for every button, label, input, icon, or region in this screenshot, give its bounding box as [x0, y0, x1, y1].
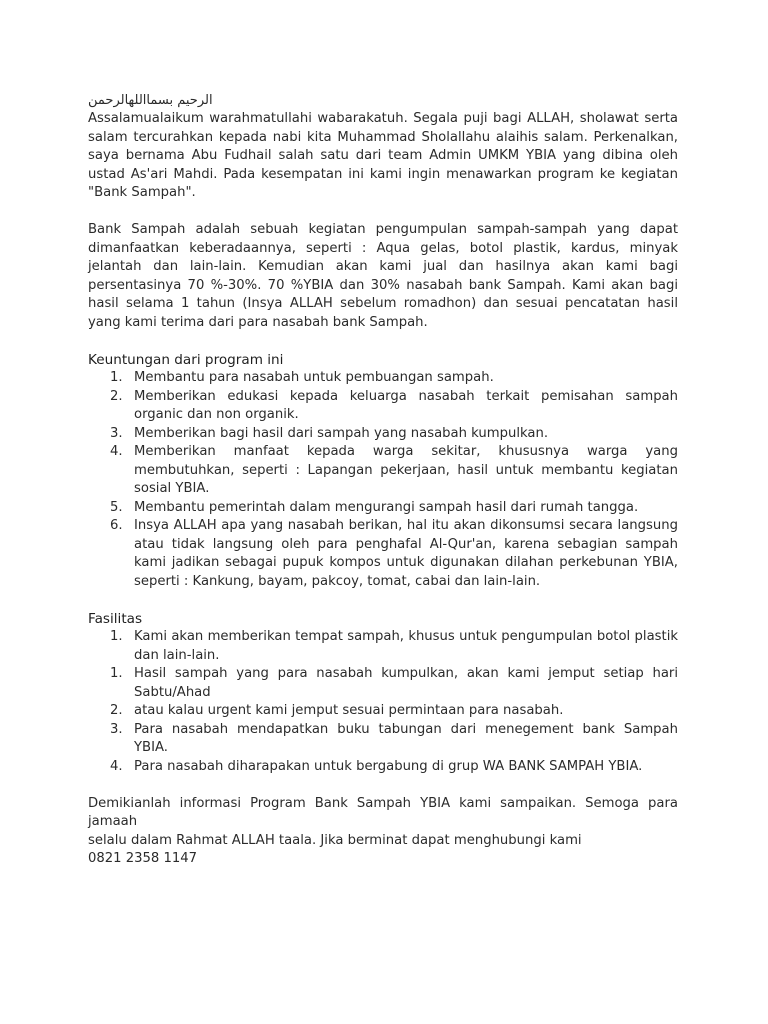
list-number: 1.	[110, 629, 123, 644]
list-item	[88, 721, 678, 758]
spacer	[88, 776, 678, 795]
list-item-text: Memberikan bagi hasil dari sampah yang nasabah kumpulkan.	[134, 425, 549, 441]
list-item	[88, 425, 678, 444]
list-item	[88, 702, 678, 721]
list-number: 1.	[110, 666, 123, 681]
list-item-text: Membantu para nasabah untuk pembuangan sampah.	[134, 370, 494, 385]
list-item-text: Para nasabah mendapatkan buku tabungan dari menegement bank Sampah YBIA.	[134, 721, 678, 755]
list-number: 1.	[110, 370, 123, 385]
list-number: 5.	[110, 499, 123, 515]
list-item	[88, 628, 678, 665]
list-item-text: Kami akan memberikan tempat sampah, khusus untuk pengumpulan botol plastik dan lain-lain.	[134, 629, 678, 663]
list-item	[88, 665, 678, 702]
benefits-heading: Keuntungan dari program ini	[88, 351, 284, 368]
spacer	[88, 591, 678, 610]
list-number: 4.	[110, 758, 123, 774]
arabic-basmala: الرحيم بسمااللهالرحمن	[88, 93, 213, 108]
list-item	[88, 388, 678, 425]
list-item-text: Para nasabah diharapakan untuk bergabung di grup WA BANK SAMPAH YBIA.	[134, 758, 643, 774]
spacer	[88, 203, 678, 222]
benefits-list	[88, 369, 678, 591]
list-item-text: Membantu pemerintah dalam mengurangi sampah hasil dari rumah tangga.	[134, 499, 639, 515]
list-number: 4.	[110, 444, 123, 459]
list-item	[88, 369, 678, 388]
list-item-text: Hasil sampah yang para nasabah kumpulkan, akan kami jemput setiap hari Sabtu/Ahad	[134, 666, 678, 700]
list-item-text: Memberikan edukasi kepada keluarga nasabah terkait pemisahan sampah organic dan non organik.	[134, 388, 678, 422]
intro-paragraph: Assalamualaikum warahmatullahi wabarakatuh. Segala puji bagi ALLAH, sholawat serta salam tercurahkan kepada nabi kita Muhammad Sholallahu alaihis salam. Perkenalkan, saya bernama Abu Fudhail salah satu dari team Admin UMKM YBIA yang dibina oleh ustad As'ari Mahdi. Pada kesempatan ini kami ingin menawarkan program ke kegiatan "Bank Sampah".	[88, 111, 678, 200]
list-item	[88, 499, 678, 518]
list-number: 2.	[110, 703, 123, 718]
list-item-text: Memberikan manfaat kepada warga sekitar, khususnya warga yang membutuhkan, seperti : Lapangan pekerjaan, hasil untuk membantu kegiatan sosial YBIA.	[134, 444, 678, 496]
list-number: 3.	[110, 425, 123, 441]
list-number: 2.	[110, 388, 123, 404]
closing-line-2: selalu dalam Rahmat ALLAH taala. Jika berminat dapat menghubungi kami	[88, 832, 582, 848]
list-item	[88, 758, 678, 777]
closing-line-1: Demikianlah informasi Program Bank Sampah YBIA kami sampaikan. Semoga para jamaah	[88, 795, 678, 829]
document-body	[88, 92, 678, 869]
list-item-text: Insya ALLAH apa yang nasabah berikan, hal itu akan dikonsumsi secara langsung atau tidak langsung oleh para penghafal Al-Qur'an, karena sebagian sampah kami jadikan sebagai pupuk kompos untuk digunakan dilahan perkebunan YBIA, seperti : Kankung, bayam, pakcoy, tomat, cabai dan lain-lain.	[134, 518, 678, 589]
facilities-heading: Fasilitas	[88, 610, 143, 627]
description-paragraph: Bank Sampah adalah sebuah kegiatan pengumpulan sampah-sampah yang dapat dimanfaatkan keberadaannya, seperti : Aqua gelas, botol plastik, kardus, minyak jelantah dan lain-lain. Kemudian akan kami jual dan hasilnya akan kami bagi persentasinya 70 %-30%. 70 %YBIA dan 30% nasabah bank Sampah. Kami akan bagi hasil selama 1 tahun (Insya ALLAH sebelum romadhon) dan sesuai pencatatan hasil yang kami terima dari para nasabah bank Sampah.	[88, 222, 678, 330]
list-item-text: atau kalau urgent kami jemput sesuai permintaan para nasabah.	[134, 703, 564, 718]
list-number: 6.	[110, 518, 123, 533]
list-number: 3.	[110, 721, 123, 737]
list-item	[88, 443, 678, 499]
spacer	[88, 332, 678, 351]
facilities-list	[88, 628, 678, 776]
contact-phone: 0821 2358 1147	[88, 851, 198, 866]
list-item	[88, 517, 678, 591]
